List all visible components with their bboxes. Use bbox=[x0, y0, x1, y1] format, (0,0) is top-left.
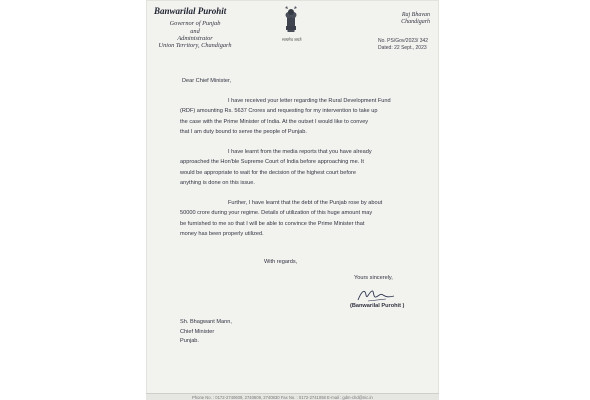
paragraph-3-line: Further, I have learnt that the debt of the Punjab rose by about bbox=[228, 200, 383, 206]
letter-footer bbox=[146, 393, 439, 400]
paragraph-1 bbox=[180, 96, 408, 138]
recipient-line: Sh. Bhagwant Mann, bbox=[180, 319, 232, 325]
letter-page bbox=[146, 0, 439, 400]
paragraph-2-line: anything is done on this issue. bbox=[180, 180, 255, 187]
recipient-line: Chief Minister bbox=[180, 328, 215, 335]
emblem-motto: सत्यमेव जयते bbox=[282, 37, 302, 42]
paragraph-2-line: approached the Hon'ble Supreme Court of India before approaching me. It bbox=[180, 159, 364, 166]
paragraph-2-line: I have learnt from the media reports that you have already bbox=[228, 149, 372, 155]
sender-title-line-2: and bbox=[190, 28, 200, 35]
sender-name: Banwarilal Purohit bbox=[154, 6, 227, 16]
regards: With regards, bbox=[264, 259, 298, 265]
address-line-2: Chandigarh bbox=[401, 19, 430, 25]
sender-title-line-3: Administrator bbox=[177, 35, 213, 42]
paragraph-1-line: the case with the Prime Minister of India. At the outset I would like to convey bbox=[180, 118, 369, 125]
paragraph-2-line: would be appropriate to wait for the decision of the highest court before bbox=[180, 169, 357, 176]
recipient-line: Punjab. bbox=[180, 338, 199, 344]
paragraph-3-line: 50000 crore during your regime. Details of utilization of this huge amount may bbox=[180, 210, 373, 217]
reference-number: No. PS/Gov/2023/ 342 bbox=[378, 38, 429, 44]
footer-contact: Phone No. : 0172-2740609, 2740609, 2740830 Fax No. : 0172-2741058 E-mail : gdm-chd@nic.in bbox=[192, 395, 373, 400]
paragraph-2 bbox=[180, 147, 408, 189]
paragraph-3-line: be furnished to me so that I will be able to convince the Prime Minister that bbox=[180, 220, 365, 227]
paragraph-1-line: (RDF) amounting Rs. 5637 Crores and requesting for my intervention to take up bbox=[180, 108, 378, 115]
salutation: Dear Chief Minister, bbox=[182, 78, 232, 84]
signature-name: (Banwarilal Purohit ) bbox=[350, 303, 405, 309]
reference-date: Dated: 22 Sept., 2023 bbox=[378, 45, 427, 51]
closing: Yours sincerely, bbox=[354, 275, 393, 281]
recipient-block bbox=[180, 318, 232, 347]
sender-title-line-1: Governor of Punjab bbox=[169, 20, 221, 27]
paragraph-1-line: I have received your letter regarding the Rural Development Fund bbox=[228, 98, 391, 104]
paragraph-1-line: that I am duty bound to serve the people of Punjab. bbox=[180, 129, 307, 136]
paragraph-3 bbox=[180, 198, 408, 240]
state-emblem-icon bbox=[280, 4, 302, 40]
address-line-1: Raj Bhavan bbox=[401, 12, 430, 18]
sender-title-line-4: Union Territory, Chandigarh bbox=[158, 42, 232, 49]
paragraph-3-line: money has been properly utilized. bbox=[180, 231, 264, 238]
